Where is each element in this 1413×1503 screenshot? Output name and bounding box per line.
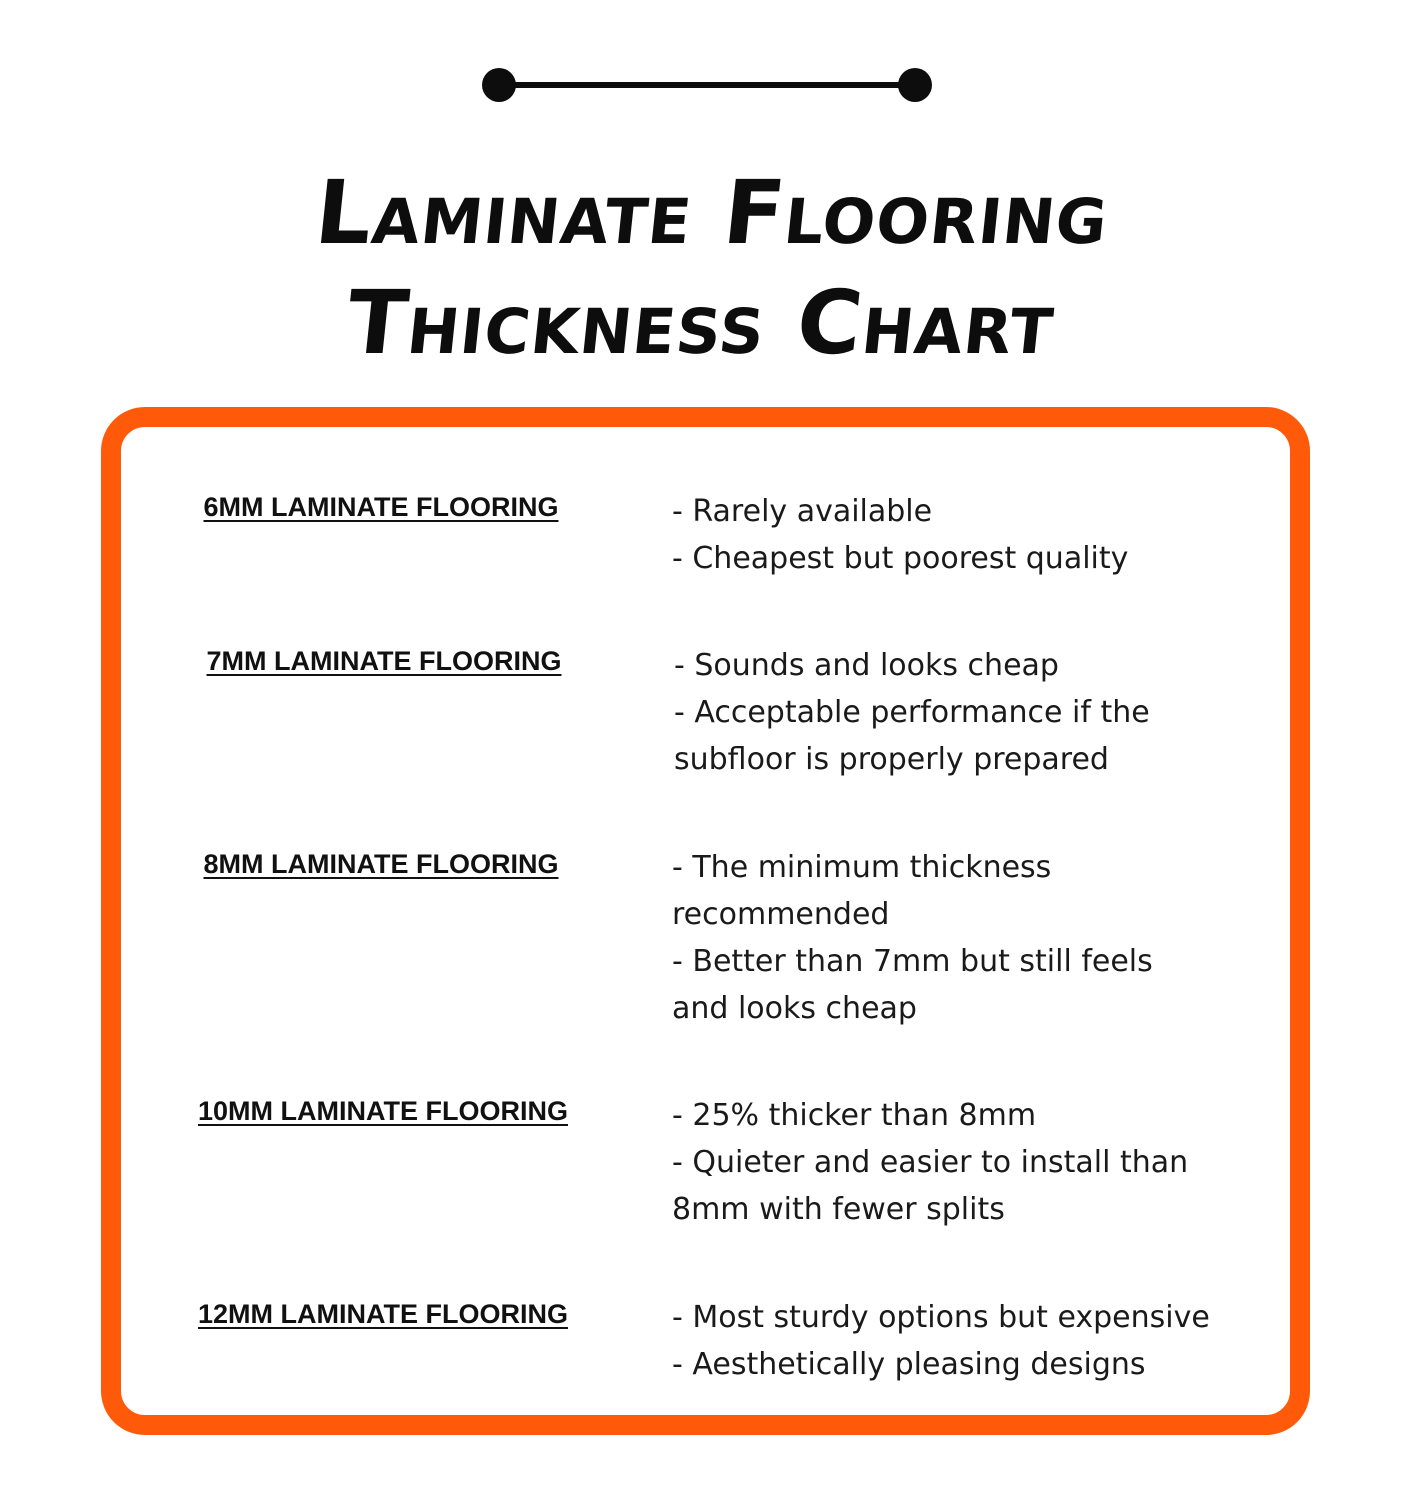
title-line-1: Laminate Flooring bbox=[310, 161, 1115, 264]
row-label: 6MM LAMINATE FLOORING bbox=[203, 492, 559, 522]
row-point: - Aesthetically pleasing designs bbox=[672, 1347, 1146, 1382]
row-point: - Rarely available bbox=[672, 494, 933, 529]
row-point: - Most sturdy options but expensive bbox=[672, 1300, 1210, 1335]
row-label: 7MM LAMINATE FLOORING bbox=[206, 646, 562, 676]
row-description bbox=[672, 1092, 1252, 1233]
divider-ornament bbox=[480, 66, 934, 104]
row-point: - Cheapest but poorest quality bbox=[672, 541, 1129, 576]
row-description bbox=[672, 488, 1292, 582]
row-label: 12MM LAMINATE FLOORING bbox=[198, 1299, 568, 1329]
row-description bbox=[672, 844, 1212, 1032]
row-point: - The minimum thickness recommended bbox=[672, 850, 1052, 932]
thickness-chart-panel bbox=[101, 407, 1310, 1435]
row-point: - Sounds and looks cheap bbox=[674, 648, 1059, 683]
page-title bbox=[0, 158, 1413, 378]
row-label: 10MM LAMINATE FLOORING bbox=[198, 1096, 568, 1126]
row-point: - Quieter and easier to install than 8mm with fewer splits bbox=[672, 1145, 1189, 1227]
row-point: - 25% thicker than 8mm bbox=[672, 1098, 1037, 1133]
row-point: - Acceptable performance if the subfloor is properly prepared bbox=[674, 695, 1150, 777]
row-description bbox=[674, 642, 1234, 783]
row-description bbox=[672, 1294, 1302, 1388]
row-point: - Better than 7mm but still feels and looks cheap bbox=[672, 944, 1153, 1026]
title-line-2: Thickness Chart bbox=[342, 271, 1060, 374]
row-label: 8MM LAMINATE FLOORING bbox=[203, 849, 559, 879]
